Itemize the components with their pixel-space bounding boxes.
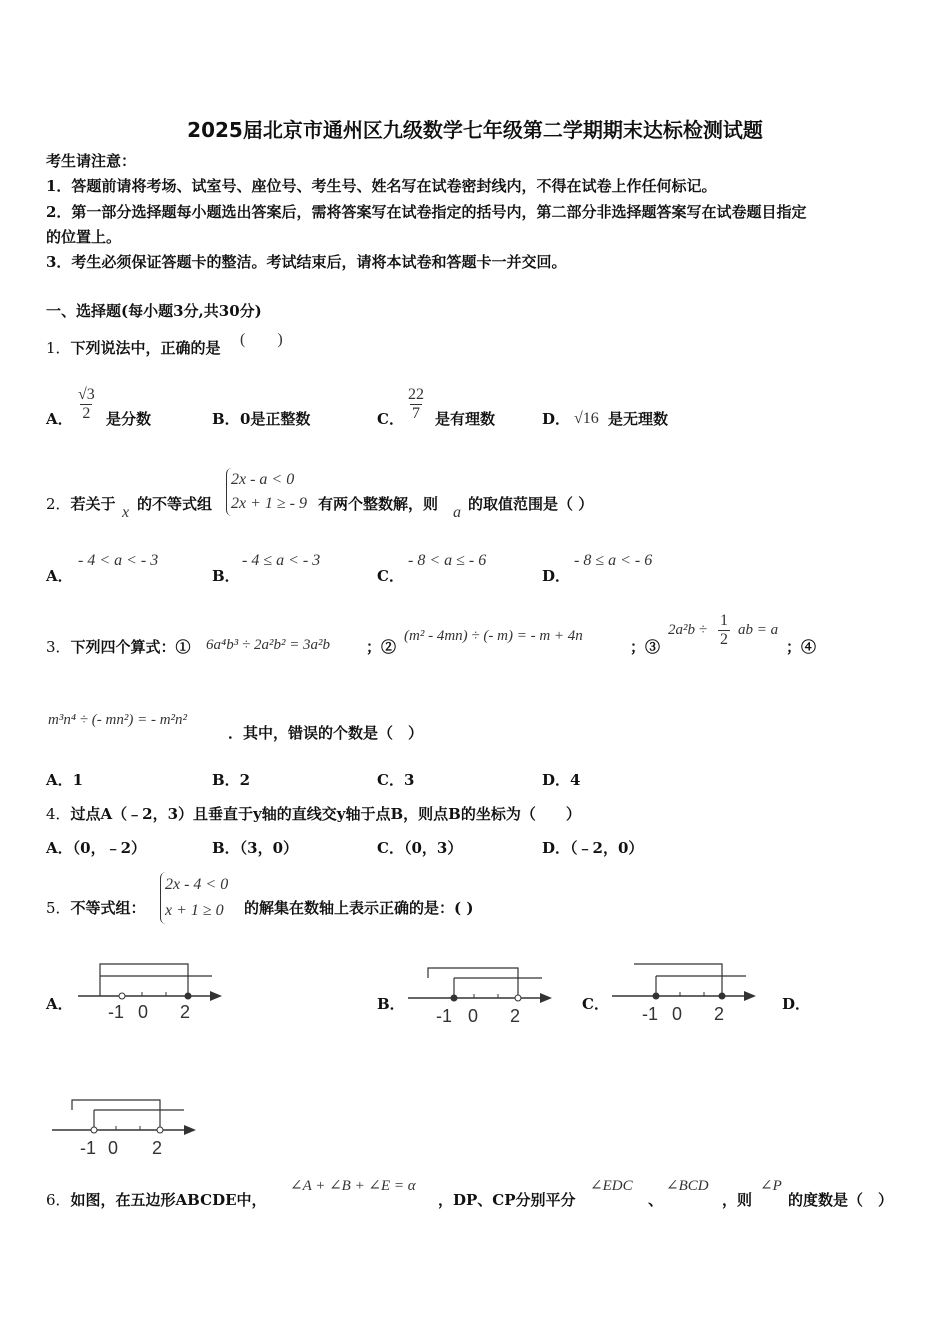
q2-stem-start [46,494,116,514]
q6-angle-p: ∠P [760,1178,782,1194]
q2-system-line-1: 2x - a < 0 [231,471,295,488]
q5-system-line-1: 2x - 4 < 0 [165,876,229,893]
q1-text: 下列说法中，正确的是 [70,339,221,357]
q5-option-d-label: D． [782,995,811,1013]
q2-inequality-system [226,468,307,516]
q1-option-b-text: 0是正整数 [240,410,311,428]
q2-option-a-math: - 4 < a < - 3 [78,552,159,569]
q6-text-3: ，则 [722,1191,753,1209]
q1-option-b-label: B． [212,410,240,428]
q3-text-2: ．其中，错误的个数是（ ） [228,724,424,742]
q6-expression-1: ∠A + ∠B + ∠E = α [290,1178,416,1194]
q2-text-3: 有两个整数解，则 [318,495,439,513]
q5-option-c-label: C． [582,995,609,1013]
q3-stem-start [46,637,191,657]
q5-d-tick-m1: -1 [80,1138,97,1158]
q5-a-tick-2: 2 [180,1002,191,1022]
q6-number: 6． [46,1191,71,1209]
q1-option-d-text: 是无理数 [608,410,669,428]
q1-c-numerator: 22 [408,386,424,403]
q5-c-tick-2: 2 [714,1004,725,1024]
q4-option-b: B．（3，0） [212,839,299,857]
q3-fraction-numerator: 1 [720,612,728,629]
q3-expression-3a: 2a²b ÷ [668,622,707,638]
q6-text-1: 如图，在五边形ABCDE中， [70,1191,267,1209]
q5-option-b-label: B． [377,995,405,1013]
notice-item-3: 3．考生必须保证答题卡的整洁。考试结束后，请将本试卷和答题卡一并交回。 [46,253,567,271]
q2-number: 2． [46,495,71,513]
q3-separator-2: ；② [366,638,397,656]
q2-system-line-2: 2x + 1 ≥ - 9 [231,495,308,512]
q5-text-2: 的解集在数轴上表示正确的是：( ) [244,899,474,917]
q5-b-tick-m1: -1 [436,1006,453,1026]
q1-paren: ( ) [240,331,283,348]
q3-separator-4: ；④ [786,638,817,656]
q2-text-1: 若关于 [70,495,116,513]
q6-text-2: ，DP、CP分别平分 [438,1191,576,1209]
q3-fraction-denominator: 2 [720,631,728,648]
q1-option-c-label: C． [377,410,404,428]
q3-separator-3: ；③ [630,638,661,656]
q5-system-line-2: x + 1 ≥ 0 [165,902,224,919]
section-heading: 一、选择题(每小题3分,共30分) [46,302,262,320]
q3-number: 3． [46,638,71,656]
q3-expression-3b: ab = a [738,622,779,638]
q4-text: 过点A（﹣2，3）且垂直于y轴的直线交y轴于点B，则点B的坐标为（ ） [70,805,581,823]
q2-var-a: a [453,504,461,521]
q5-b-tick-0: 0 [468,1006,479,1026]
q5-c-tick-0: 0 [672,1004,683,1024]
q6-angle-edc: ∠EDC [590,1178,633,1194]
q2-text-2: 的不等式组 [137,495,213,513]
q6-text-4: 的度数是（ ） [788,1191,894,1209]
q4-option-d: D．（﹣2，0） [542,839,644,857]
q3-option-c: C．3 [377,771,415,789]
q5-d-tick-0: 0 [108,1138,119,1158]
q1-option-d-label: D． [542,410,571,428]
q2-option-a-label: A． [46,567,73,585]
q1-a-numerator: √3 [78,386,95,403]
q5-d-tick-2: 2 [152,1138,163,1158]
page-title: 2025届北京市通州区九级数学七年级第二学期期末达标检测试题 [187,118,763,142]
q1-option-a-text: 是分数 [106,410,152,428]
q5-c-tick-m1: -1 [642,1004,659,1024]
q5-option-a-label: A． [46,995,73,1013]
q2-option-c-math: - 8 < a ≤ - 6 [408,552,487,569]
q5-number: 5． [46,899,71,917]
q3-expression-4: m³n⁴ ÷ (- mn²) = - m²n² [48,712,188,728]
q1-option-a-label: A． [46,410,73,428]
q1-c-denominator: 7 [412,405,420,422]
q1-stem [46,338,221,358]
q4-stem [46,804,581,824]
q1-option-a-fraction [76,386,97,423]
q2-option-d-math: - 8 ≤ a < - 6 [574,552,653,569]
q2-option-c-label: C． [377,567,404,585]
notice-item-2: 2．第一部分选择题每小题选出答案后，需将答案写在试卷指定的括号内，第二部分非选择题答案写在试卷题目指定 [46,203,807,221]
q1-number: 1． [46,339,71,357]
q5-number-line-b [406,962,556,1028]
q1-option-d-math: √16 [574,410,599,427]
q3-expression-3-fraction [718,612,730,649]
q6-separator: 、 [648,1191,664,1209]
q2-option-b-math: - 4 ≤ a < - 3 [242,552,321,569]
q1-option-c-text: 是有理数 [435,410,496,428]
notice-heading: 考生请注意： [46,152,137,170]
q3-text-1: 下列四个算式：① [70,638,191,656]
q1-option-c-fraction [406,386,426,423]
q2-text-4: 的取值范围是（ ） [468,495,594,513]
q2-var-x: x [122,504,130,521]
q2-option-d-label: D． [542,567,571,585]
q5-number-line-a [76,960,226,1026]
q1-a-denominator: 2 [82,405,91,422]
q3-option-d: D．4 [542,771,581,789]
q5-text-1: 不等式组： [70,899,146,917]
q4-option-a: A．（0，﹣2） [46,839,147,857]
q2-option-b-label: B． [212,567,240,585]
q5-b-tick-2: 2 [510,1006,521,1026]
q5-a-tick-0: 0 [138,1002,149,1022]
notice-item-2-cont: 的位置上。 [46,228,122,246]
q3-expression-1: 6a⁴b³ ÷ 2a²b² = 3a²b [206,637,331,653]
q5-number-line-c [610,960,760,1026]
q5-a-tick-m1: -1 [108,1002,125,1022]
q5-stem-start [46,898,146,918]
q6-angle-bcd: ∠BCD [666,1178,709,1194]
q4-option-c: C．（0，3） [377,839,463,857]
q5-number-line-d [50,1094,200,1160]
q3-expression-2: (m² - 4mn) ÷ (- m) = - m + 4n [404,628,583,644]
q6-stem-start [46,1190,267,1210]
q5-inequality-system [160,872,228,924]
q4-number: 4． [46,805,71,823]
notice-item-1: 1．答题前请将考场、试室号、座位号、考生号、姓名写在试卷密封线内，不得在试卷上作任何标记。 [46,177,717,195]
q3-option-a: A．1 [46,771,84,789]
q3-option-b: B．2 [212,771,251,789]
